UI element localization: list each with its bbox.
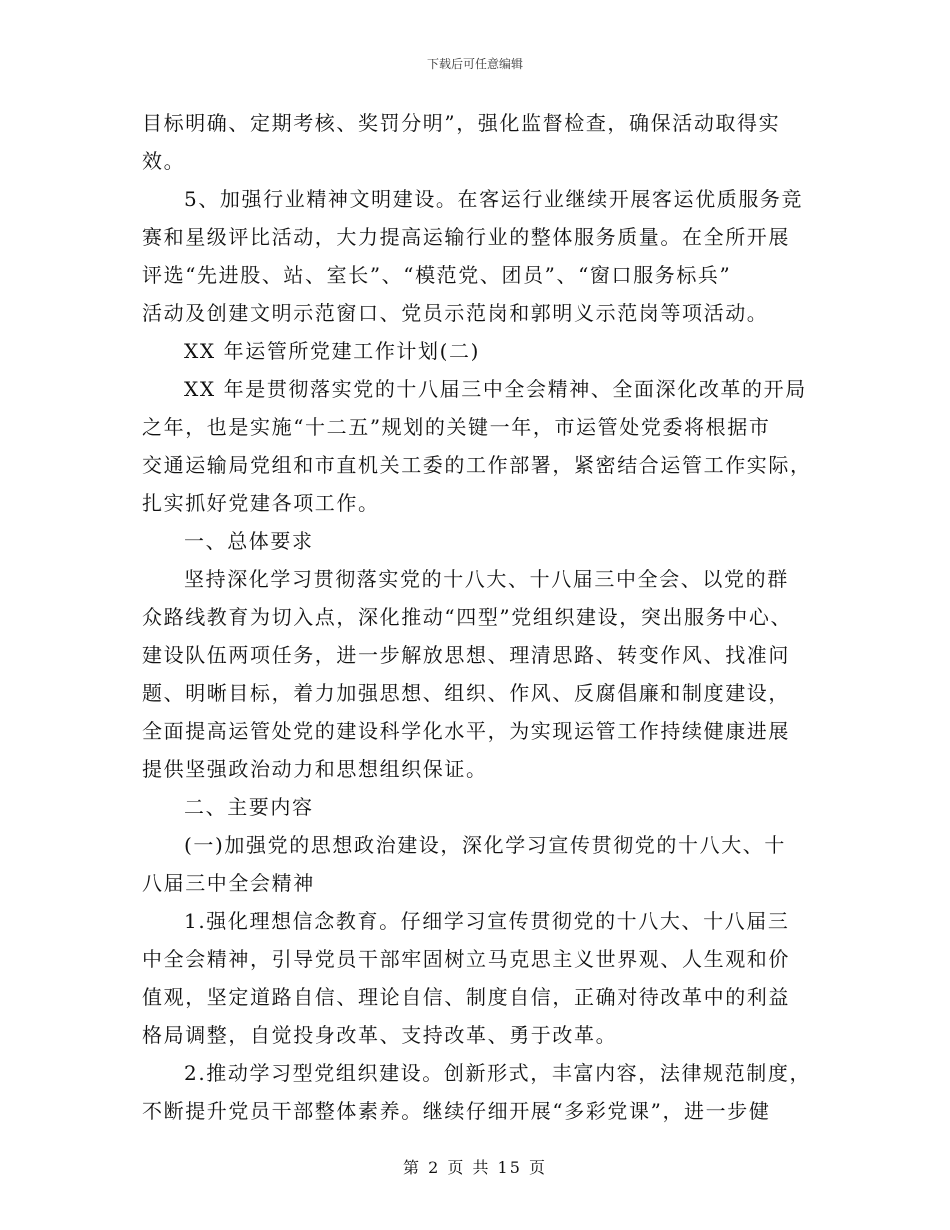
text-line-25: 格局调整，自觉投身改革、支持改革、勇于改革。	[142, 1023, 618, 1047]
section-title-plan-two: XX 年运管所党建工作计划(二)	[184, 339, 481, 363]
text-line-18: 提供坚强政治动力和思想组织保证。	[142, 757, 488, 781]
text-line-16: 题、明晰目标，着力加强思想、组织、作风、反腐倡廉和制度建设，	[142, 681, 790, 705]
text-line-13: 坚持深化学习贯彻落实党的十八大、十八届三中全会、以党的群	[184, 567, 789, 591]
text-line-2: 效。	[142, 149, 186, 173]
text-line-10: 交通运输局党组和市直机关工委的工作部署，紧密结合运管工作实际，	[142, 453, 812, 477]
text-line-3: 5、加强行业精神文明建设。在客运行业继续开展客运优质服务竞	[184, 187, 804, 211]
text-line-15: 建设队伍两项任务，进一步解放思想、理清思路、转变作风、找准问	[142, 643, 790, 667]
text-line-5: 评选“先进股、站、室长”、“模范党、团员”、“窗口服务标兵”	[142, 263, 732, 287]
text-line-21: 八届三中全会精神	[142, 871, 315, 895]
page-header: 下载后可任意编辑	[426, 57, 523, 71]
text-line-9: 之年，也是实施“十二五”规划的关键一年，市运管处党委将根据市	[142, 415, 771, 439]
text-line-27: 不断提升党员干部整体素养。继续仔细开展“多彩党课”，进一步健	[142, 1099, 771, 1123]
text-line-22: 1.强化理想信念教育。仔细学习宣传贯彻党的十八大、十八届三	[184, 909, 790, 933]
text-line-17: 全面提高运管处党的建设科学化水平，为实现运管工作持续健康进展	[142, 719, 790, 743]
page-footer: 第 2 页 共 15 页	[403, 1158, 547, 1177]
text-line-23: 中全会精神，引导党员干部牢固树立马克思主义世界观、人生观和价	[142, 947, 790, 971]
text-line-6: 活动及创建文明示范窗口、党员示范岗和郭明义示范岗等项活动。	[142, 301, 769, 325]
text-line-24: 值观，坚定道路自信、理论自信、制度自信，正确对待改革中的利益	[142, 985, 790, 1009]
text-line-1: 目标明确、定期考核、奖罚分明”，强化监督检查，确保活动取得实	[142, 111, 781, 135]
text-line-4: 赛和星级评比活动，大力提高运输行业的整体服务质量。在全所开展	[142, 225, 790, 249]
text-line-14: 众路线教育为切入点，深化推动“四型”党组织建设，突出服务中心、	[142, 605, 793, 629]
document-body	[142, 104, 812, 1130]
heading-main-content: 二、主要内容	[184, 795, 314, 819]
text-line-11: 扎实抓好党建各项工作。	[142, 491, 380, 515]
text-line-20: (一)加强党的思想政治建设，深化学习宣传贯彻党的十八大、十	[184, 833, 787, 857]
text-line-8: XX 年是贯彻落实党的十八届三中全会精神、全面深化改革的开局	[184, 377, 807, 401]
heading-general-requirements: 一、总体要求	[184, 529, 314, 553]
text-line-26: 2.推动学习型党组织建设。创新形式，丰富内容，法律规范制度，	[184, 1061, 812, 1085]
